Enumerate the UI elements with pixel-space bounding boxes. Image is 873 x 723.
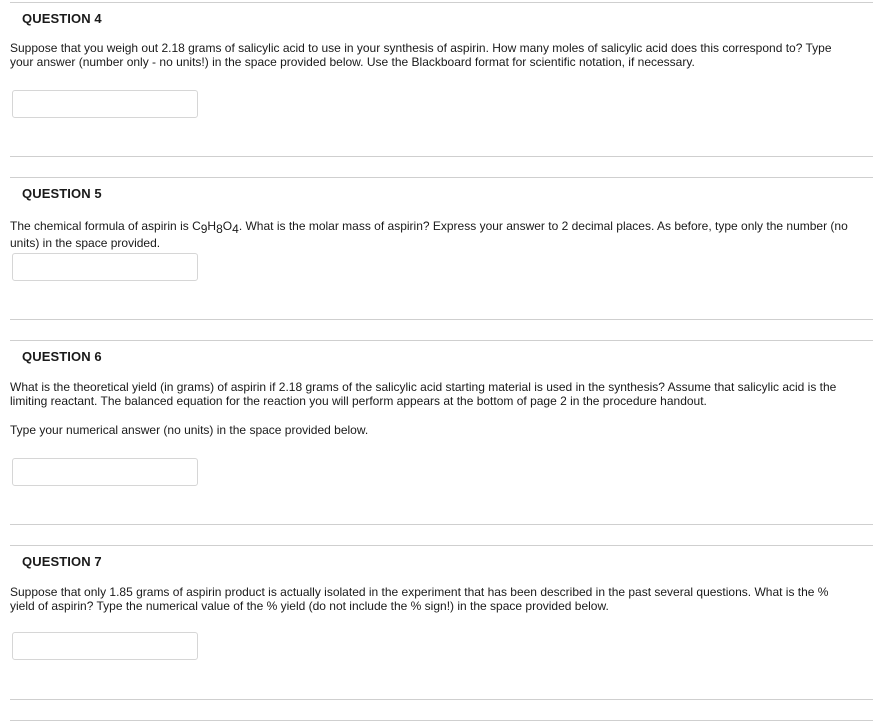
question-5-title: QUESTION 5 xyxy=(22,186,102,201)
formula-o-subscript: 4 xyxy=(232,222,239,236)
question-5-prompt xyxy=(10,218,850,252)
question-5-answer-input[interactable] xyxy=(12,253,198,281)
question-6-bottom-divider xyxy=(10,524,873,525)
question-6-title: QUESTION 6 xyxy=(22,349,102,364)
question-4-title: QUESTION 4 xyxy=(22,11,102,26)
question-7-text xyxy=(10,586,850,613)
question-6-prompt: What is the theoretical yield (in grams) of aspirin if 2.18 grams of the salicylic acid starting material is used in the synthesis? Assume that salicylic acid is the limiting reactant. The balanced equation for the reaction you will perform appears at the bottom of page 2 in the procedure handout. xyxy=(10,380,837,408)
formula-h-subscript: 8 xyxy=(216,222,223,236)
question-4-answer-input[interactable] xyxy=(12,90,198,118)
top-divider xyxy=(10,2,873,3)
question-6-top-divider xyxy=(10,340,873,341)
question-5-bottom-divider xyxy=(10,319,873,320)
question-7-top-divider xyxy=(10,545,873,546)
question-7-bottom-divider xyxy=(10,699,873,700)
question-5-text xyxy=(10,218,850,252)
formula-o-label: O xyxy=(222,219,233,233)
formula-c-subscript: 9 xyxy=(200,222,208,236)
question-5-text-after: . What is the molar mass of aspirin? Express your answer to 2 decimal places. As before, type only the number (no units) in the space provided. xyxy=(10,219,848,250)
question-7-answer-input[interactable] xyxy=(12,632,198,660)
question-6-text xyxy=(10,381,850,438)
question-4-bottom-divider xyxy=(10,156,873,157)
question-6-answer-input[interactable] xyxy=(12,458,198,486)
question-6-instruction: Type your numerical answer (no units) in the space provided below. xyxy=(10,423,369,437)
question-5-top-divider xyxy=(10,177,873,178)
question-7-title: QUESTION 7 xyxy=(22,554,102,569)
page-bottom-divider xyxy=(10,720,873,721)
question-4-text xyxy=(10,42,850,69)
question-7-prompt: Suppose that only 1.85 grams of aspirin product is actually isolated in the experiment that has been described in the past several questions. What is the % yield of aspirin? Type the numerical value of the % yield (do not include the % sign!) in the space provided below. xyxy=(10,585,829,613)
question-5-text-before: The chemical formula of aspirin is C xyxy=(10,219,201,233)
question-4-prompt: Suppose that you weigh out 2.18 grams of salicylic acid to use in your synthesis of aspirin. How many moles of salicylic acid does this correspond to? Type your answer (number only - no units!) in the space provided below. Use the Blackboard format for scientific notation, if necessary. xyxy=(10,41,832,69)
formula-h-label: H xyxy=(207,219,217,233)
